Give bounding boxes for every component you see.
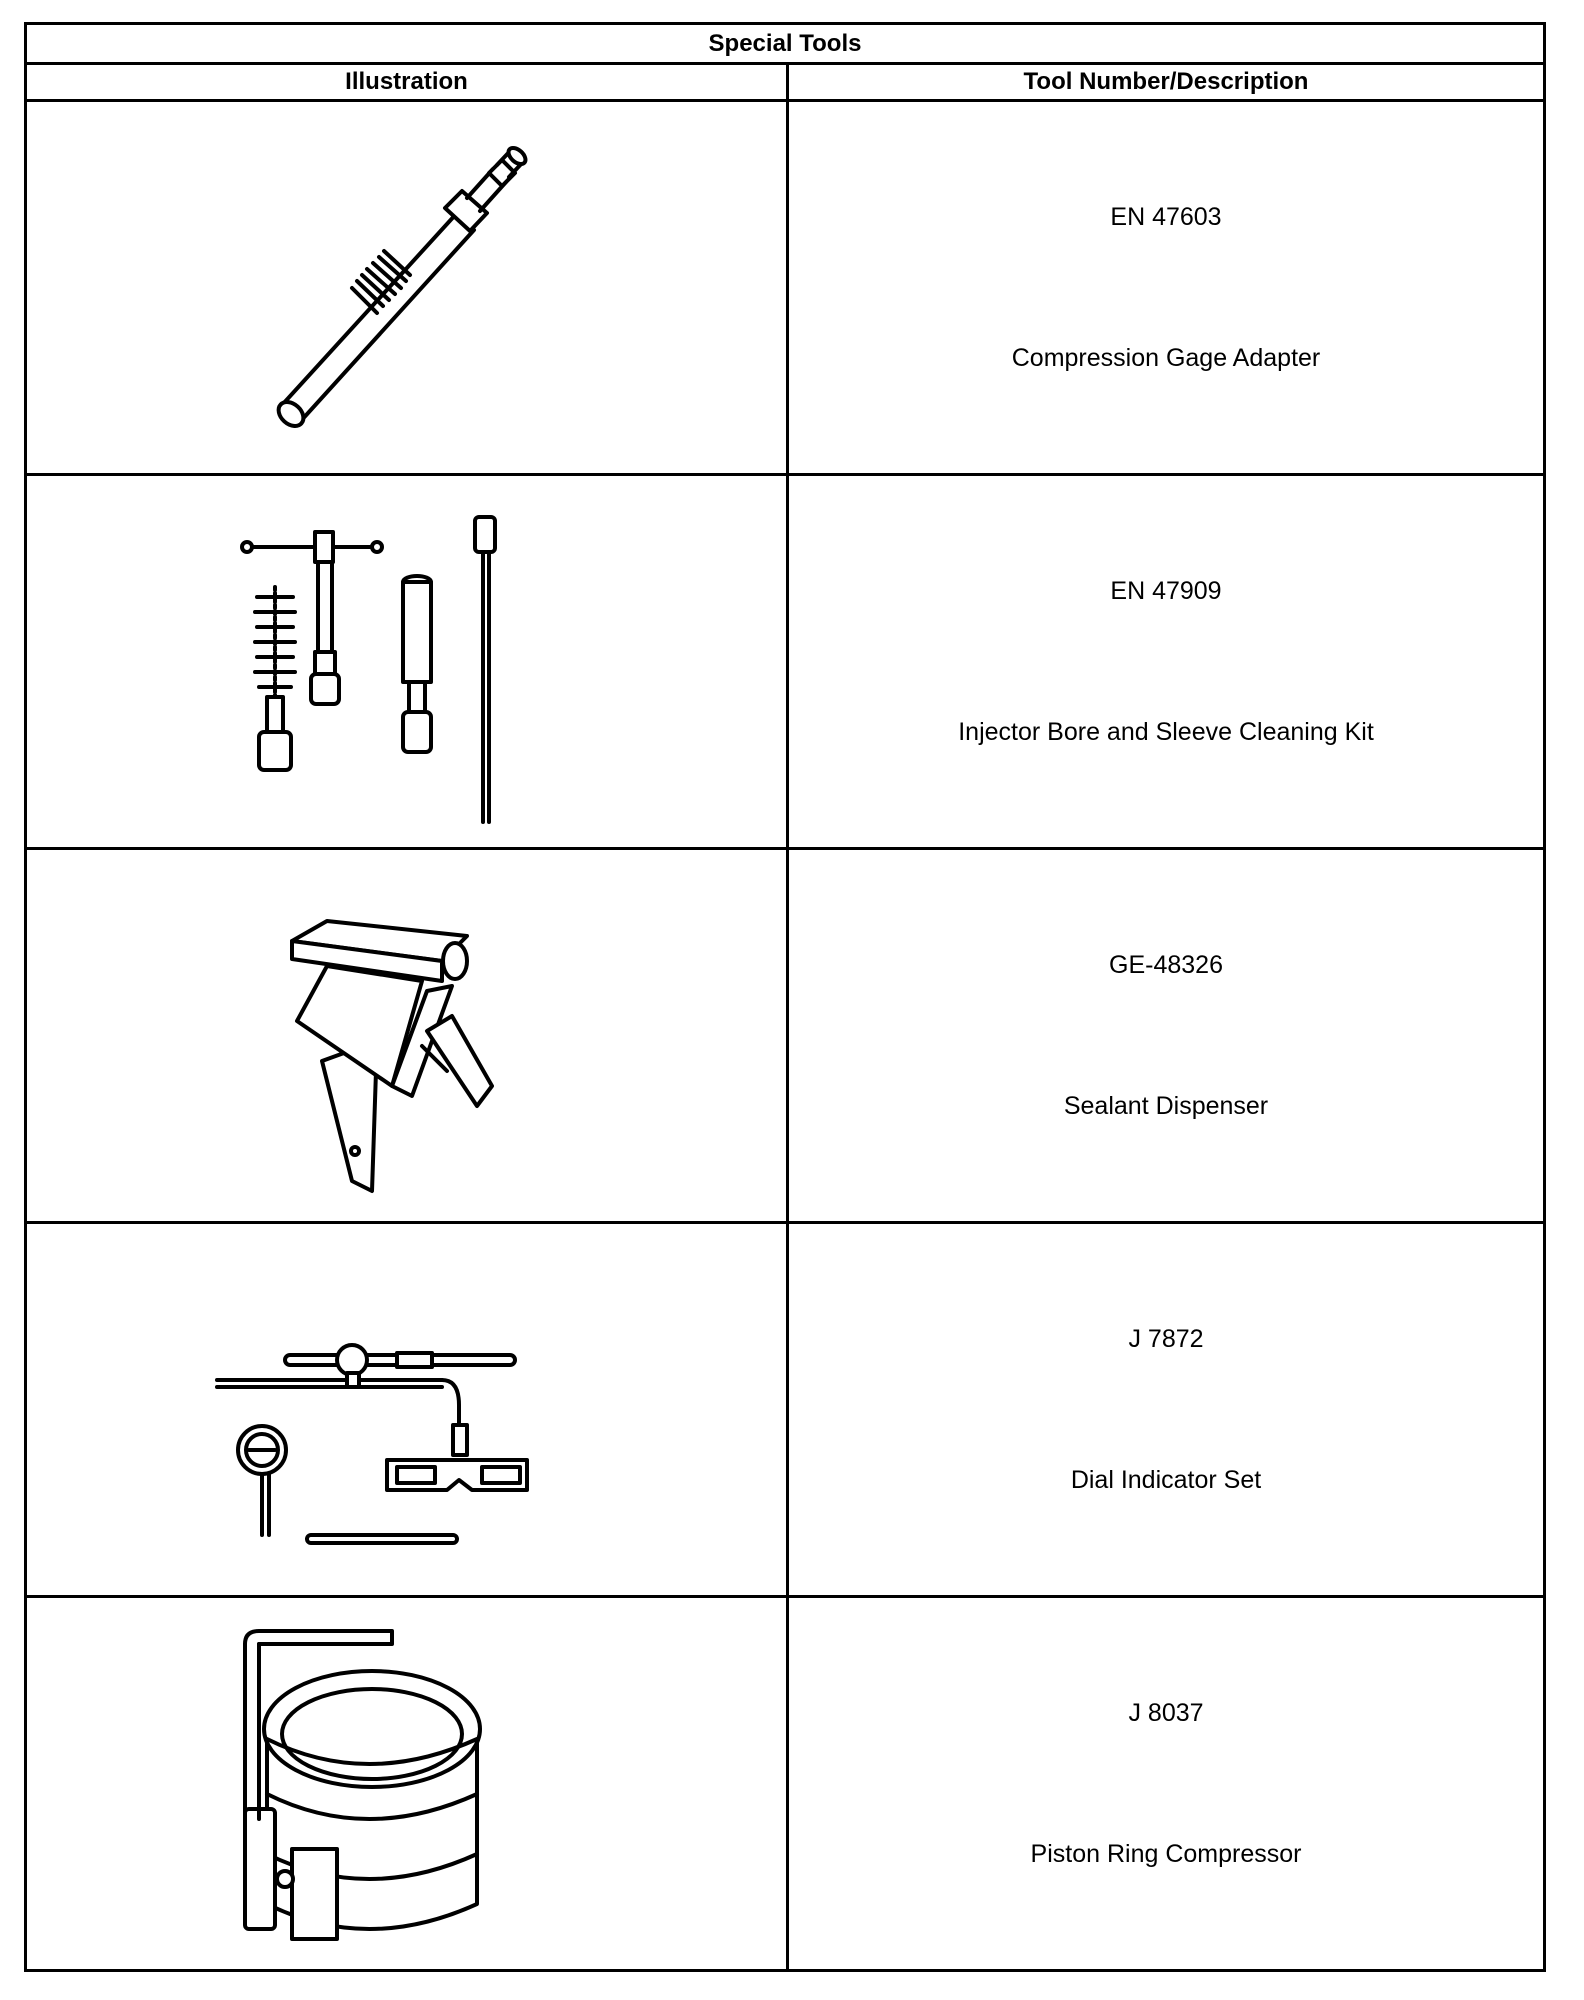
piston-ring-compressor-icon [197, 1609, 617, 1959]
tool-cell [789, 1224, 1543, 1595]
tool-number: GE-48326 [1109, 950, 1223, 979]
tool-cell [789, 476, 1543, 847]
tool-number: J 8037 [1128, 1698, 1204, 1727]
cleaning-kit-icon [197, 487, 617, 837]
illustration-cell [27, 476, 789, 847]
tool-description: Dial Indicator Set [1070, 1465, 1262, 1494]
table-title: Special Tools [708, 29, 862, 57]
tool-number: J 7872 [1128, 1324, 1204, 1353]
header-tool-number-description: Tool Number/Description [1023, 68, 1309, 95]
tool-description: Injector Bore and Sleeve Cleaning Kit [958, 717, 1374, 746]
table-title-row [27, 25, 1543, 62]
illustration-cell [27, 850, 789, 1221]
table-row [27, 99, 1543, 473]
table-row [27, 473, 1543, 847]
tool-description: Piston Ring Compressor [1030, 1839, 1302, 1868]
dial-indicator-set-icon [197, 1235, 617, 1585]
header-illustration: Illustration [27, 65, 789, 99]
tool-cell [789, 850, 1543, 1221]
tool-number: EN 47603 [1110, 202, 1222, 231]
illustration-cell [27, 1598, 789, 1969]
table-header-row [27, 62, 1543, 99]
illustration-cell [27, 1224, 789, 1595]
tool-description: Compression Gage Adapter [1011, 343, 1321, 372]
tool-cell [789, 1598, 1543, 1969]
tool-number: EN 47909 [1110, 576, 1222, 605]
tool-cell [789, 102, 1543, 473]
table-row [27, 1595, 1543, 1969]
illustration-cell [27, 102, 789, 473]
table-row [27, 1221, 1543, 1595]
sealant-dispenser-icon [197, 861, 617, 1211]
special-tools-table [24, 22, 1546, 1972]
table-row [27, 847, 1543, 1221]
tool-description: Sealant Dispenser [1063, 1091, 1269, 1120]
compression-gage-adapter-icon [197, 113, 617, 463]
